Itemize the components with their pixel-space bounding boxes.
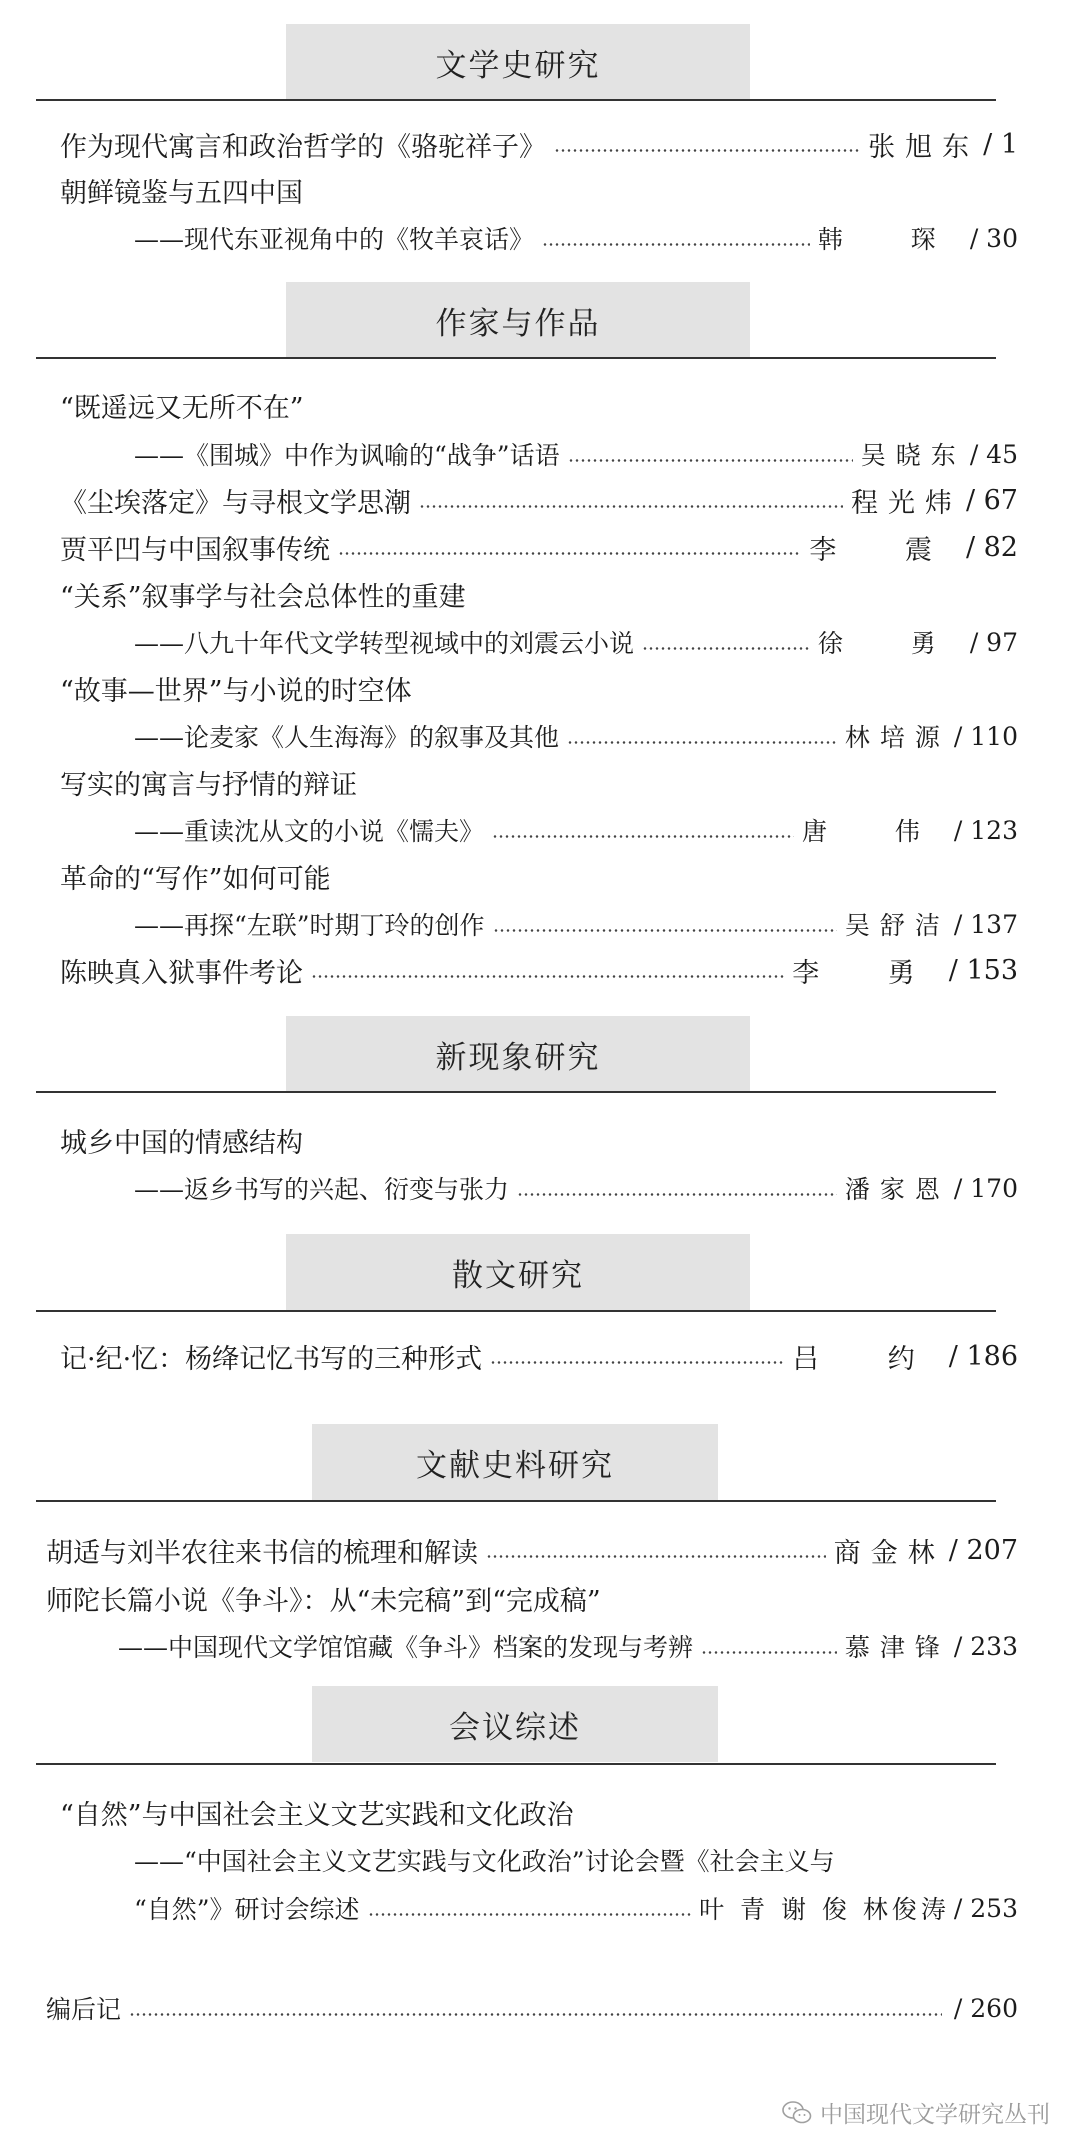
entry-author: 吴舒洁 [844,911,950,940]
entry-subtitle: ——《围城》中作为讽喻的“战争”话语 [134,441,560,470]
toc-entry[interactable] [134,1888,1018,1928]
entry-page: / 45 [969,439,1018,469]
toc-entry[interactable] [60,950,1018,990]
dot-leader [338,552,801,555]
toc-entry[interactable] [134,810,1018,850]
dot-leader [542,243,810,246]
entry-author: 徐 勇 [817,629,966,658]
toc-entry[interactable] [60,527,1018,567]
dot-leader [642,647,810,650]
dot-leader [493,929,837,932]
section-heading: 作家与作品 [286,282,750,358]
dot-leader [486,1555,826,1558]
toc-entry[interactable] [60,480,1018,520]
entry-title[interactable]: “自然”与中国社会主义文艺实践和文化政治 [60,1799,574,1831]
dot-leader [129,2013,942,2016]
section-heading: 散文研究 [286,1234,750,1310]
entry-author: 商金林 [833,1537,945,1569]
entry-subtitle: ——论麦家《人生海海》的叙事及其他 [134,723,560,752]
entry-subtitle: ——八九十年代文学转型视域中的刘震云小说 [134,629,635,658]
toc-entry[interactable] [134,622,1018,662]
entry-title: 《尘埃落定》与寻根文学思潮 [60,487,411,519]
entry-page: / 123 [953,815,1018,845]
toc-entry[interactable] [134,434,1018,474]
entry-title[interactable]: 城乡中国的情感结构 [60,1127,303,1159]
entry-author: 韩 琛 [817,225,966,254]
entry-title[interactable]: 革命的“写作”如何可能 [60,863,331,895]
entry-author: 唐 伟 [801,817,950,846]
entry-page: / 153 [948,954,1018,986]
entry-page: / 253 [953,1893,1018,1923]
toc-entry[interactable] [134,716,1018,756]
wechat-icon [782,2100,812,2126]
dot-leader [517,1193,837,1196]
entry-subtitle: ——返乡书写的兴起、衍变与张力 [134,1175,510,1204]
entry-author: 李 震 [809,534,962,566]
dot-leader [311,975,784,978]
section-heading: 会议综述 [312,1686,718,1762]
entry-page: / 110 [953,721,1018,751]
entry-author: 潘家恩 [844,1175,950,1204]
entry-title[interactable]: 写实的寓言与抒情的辩证 [60,769,357,801]
entry-subtitle: ——中国现代文学馆馆藏《争斗》档案的发现与考辨 [118,1633,694,1662]
entry-page: / 170 [953,1173,1018,1203]
entry-title[interactable]: “关系”叙事学与社会总体性的重建 [60,581,466,613]
entry-page: / 97 [969,627,1018,657]
entry-author: 慕津锋 [844,1633,950,1662]
entry-page: / 67 [965,484,1018,516]
dot-leader [419,505,843,508]
dot-leader [701,1651,837,1654]
entry-author: 吴晓东 [860,441,966,470]
entry-subtitle: ——重读沈从文的小说《懦夫》 [134,817,485,846]
toc-entry-postscript[interactable] [46,1988,1018,2028]
toc-entry[interactable] [46,1530,1018,1570]
entry-title: 陈映真入狱事件考论 [60,957,303,989]
toc-entry[interactable] [134,218,1018,258]
entry-subtitle: “自然”》研讨会综述 [134,1895,360,1924]
entry-author: 张旭东 [868,131,980,163]
dot-leader [492,835,794,838]
toc-entry[interactable] [134,1168,1018,1208]
entry-page: / 207 [948,1534,1018,1566]
entry-page: / 30 [969,223,1018,253]
section-rule [36,1091,996,1093]
entry-title: 作为现代寓言和政治哲学的《骆驼祥子》 [60,131,546,163]
entry-title: 记·纪·忆：杨绛记忆书写的三种形式 [60,1343,483,1375]
entry-subtitle: ——现代东亚视角中的《牧羊哀话》 [134,225,535,254]
entry-page: / 82 [965,531,1018,563]
toc-entry[interactable] [134,904,1018,944]
dot-leader [567,741,837,744]
entry-title: 编后记 [46,1995,122,2024]
entry-title: 贾平凹与中国叙事传统 [60,534,330,566]
entry-title[interactable]: 朝鲜镜鉴与五四中国 [60,177,303,209]
section-rule [36,1500,996,1502]
toc-entry[interactable] [60,124,1018,164]
entry-author: 吕 约 [792,1343,945,1375]
entry-author: 程光炜 [850,487,962,519]
entry-page: / 1 [983,128,1018,160]
entry-title[interactable]: “既遥远又无所不在” [60,392,304,424]
section-heading: 文学史研究 [286,24,750,100]
entry-title: 胡适与刘半农往来书信的梳理和解读 [46,1537,478,1569]
entry-author: 李 勇 [792,957,945,989]
section-heading: 新现象研究 [286,1016,750,1092]
entry-subtitle: ——再探“左联”时期丁玲的创作 [134,911,485,940]
entry-author: 叶 青 谢 俊 林俊涛 [699,1895,950,1924]
dot-leader [568,459,853,462]
dot-leader [554,149,860,152]
entry-author: 林培源 [844,723,950,752]
entry-title[interactable]: “故事—世界”与小说的时空体 [60,675,412,707]
entry-page: / 137 [953,909,1018,939]
section-rule [36,357,996,359]
section-rule [36,1310,996,1312]
entry-page: / 186 [948,1340,1018,1372]
entry-subtitle: ——“中国社会主义文艺实践与文化政治”讨论会暨《社会主义与 [134,1847,835,1876]
entry-page: / 260 [953,1993,1018,2023]
watermark [782,2096,1050,2129]
toc-entry[interactable] [118,1626,1018,1666]
dot-leader [490,1361,784,1364]
section-heading: 文献史料研究 [312,1424,718,1500]
toc-entry[interactable] [60,1336,1018,1376]
section-rule [36,1763,996,1765]
dot-leader [368,1913,692,1916]
watermark-text: 中国现代文学研究丛刊 [820,2102,1050,2128]
entry-page: / 233 [953,1631,1018,1661]
section-rule [36,99,996,101]
entry-title[interactable]: 师陀长篇小说《争斗》：从“未完稿”到“完成稿” [46,1585,601,1617]
